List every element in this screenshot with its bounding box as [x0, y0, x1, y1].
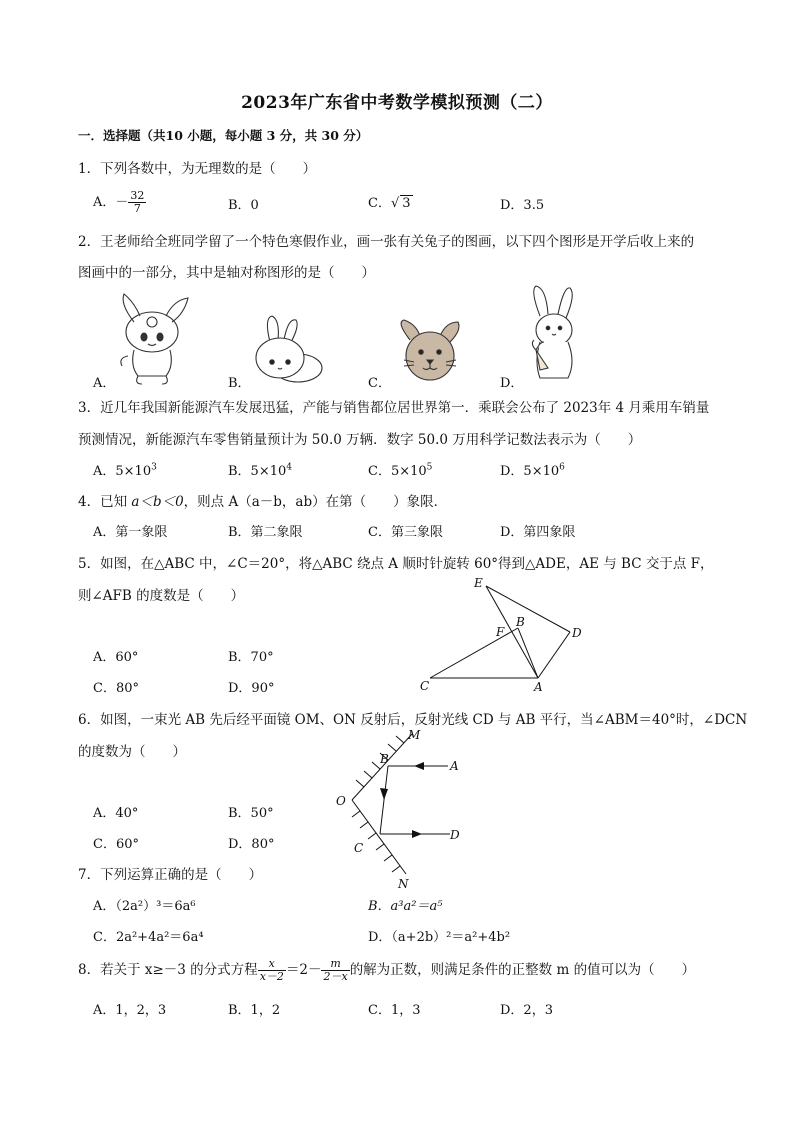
q3-stem-line1: 3．近几年我国新能源汽车发展迅猛，产能与销售都位居世界第一．乘联会公布了 2023年 4 月乘用车销量 — [78, 400, 710, 416]
q1-option-d: D．3.5 — [500, 198, 545, 213]
q4-stem — [78, 490, 447, 510]
q1-radicand: 3 — [402, 196, 411, 211]
q3-option-c-base: C．5×10 — [368, 464, 427, 479]
q5-option-c: C．80° — [93, 681, 139, 696]
q8-option-d: D．2，3 — [500, 1003, 553, 1018]
q3-option-a-base: A．5×10 — [93, 464, 152, 479]
q2-figure-c-rabbit-face — [390, 318, 470, 384]
q5-label-d: D — [572, 626, 582, 640]
q8-eq-mid: ＝2－ — [285, 962, 322, 978]
q8-f1-num: x — [268, 957, 275, 970]
q6-stem-line2: 的度数为（ ） — [78, 744, 186, 760]
q5-stem-line1: 5．如图，在△ABC 中，∠C＝20°，将△ABC 绕点 A 顺时针旋转 60°得到△ADE，AE 与 BC 交于点 F， — [78, 556, 714, 572]
q5-label-c: C — [420, 679, 430, 693]
q6-label-c: C — [354, 841, 364, 855]
q1-stem: 1．下列各数中，为无理数的是（ ） — [78, 161, 317, 177]
q7-option-a: A．（2a²）³＝6a⁶ — [93, 899, 196, 914]
q3-option-d — [500, 460, 565, 479]
q5-label-f: F — [496, 625, 505, 639]
q6-label-n: N — [398, 877, 409, 891]
q1-frac-den: 7 — [133, 202, 141, 215]
q2-option-c: C． — [368, 376, 391, 391]
q1-fraction — [128, 190, 146, 215]
q2-option-b: B． — [228, 376, 251, 391]
q3-option-b-base: B．5×10 — [228, 464, 287, 479]
q2-option-d: D． — [500, 376, 524, 391]
q3-option-c — [368, 460, 432, 479]
q8-fraction-2 — [321, 958, 349, 983]
q4-option-a: A．第一象限 — [93, 525, 168, 540]
q2-figure-d-bunny-carrot — [526, 284, 586, 384]
q8-option-a: A．1，2，3 — [93, 1003, 167, 1018]
q3-option-d-exp: 6 — [559, 462, 565, 473]
page-title: 2023年广东省中考数学模拟预测（二） — [241, 93, 553, 113]
q5-option-d: D．90° — [228, 681, 275, 696]
q1-option-c-label: C． — [368, 196, 391, 211]
q6-label-b: B — [380, 752, 389, 766]
q7-option-c: C．2a²+4a²＝6a⁴ — [93, 930, 204, 945]
q2-stem-line2: 图画中的一部分，其中是轴对称图形的是（ ） — [78, 265, 375, 281]
q6-label-d: D — [450, 828, 460, 842]
q4-option-d: D．第四象限 — [500, 525, 576, 540]
q4-stem-mid: ，则点 — [183, 494, 229, 510]
q5-stem-line2: 则∠AFB 的度数是（ ） — [78, 588, 245, 604]
q4-condition: a＜b＜0 — [131, 494, 184, 510]
q5-option-b: B．70° — [228, 650, 274, 665]
q5-label-b: B — [516, 615, 525, 629]
q6-label-o: O — [336, 794, 346, 808]
q5-triangle-figure — [410, 574, 590, 696]
q7-stem: 7．下列运算正确的是（ ） — [78, 867, 263, 883]
q3-stem-line2: 预测情况，新能源汽车零售销量预计为 50.0 万辆．数字 50.0 万用科学记数法表示为（ ） — [78, 432, 642, 448]
q2-option-a: A． — [93, 376, 116, 391]
q8-stem — [78, 958, 695, 983]
q3-option-c-exp: 5 — [426, 462, 433, 473]
q6-option-b: B．50° — [228, 806, 274, 821]
q6-option-c: C．60° — [93, 837, 139, 852]
q8-option-c: C．1，3 — [368, 1003, 421, 1018]
q1-option-c: C．√ 3 — [368, 196, 411, 211]
q1-option-a-label: A．－ — [93, 195, 129, 210]
section-heading: 一．选择题（共10 小题，每小题 3 分，共 30 分） — [78, 128, 369, 143]
q6-mirror-figure — [330, 726, 470, 892]
q7-option-b: B．a³a²＝a⁵ — [368, 899, 443, 914]
q4-stem-post: 在第（ ）象限． — [325, 494, 448, 510]
q3-option-a — [93, 460, 157, 479]
q5-option-a: A．60° — [93, 650, 139, 665]
q8-f2-num: m — [330, 957, 341, 970]
q6-label-m: M — [408, 728, 421, 742]
q2-figure-a-kuromi — [112, 292, 192, 387]
q1-option-b: B．0 — [228, 198, 259, 213]
q3-option-b-exp: 4 — [286, 462, 292, 473]
q8-stem-post: 的解为正数，则满足条件的正整数 m 的值可以为（ ） — [349, 962, 696, 978]
q5-label-a: A — [534, 680, 543, 694]
q8-option-b: B．1，2 — [228, 1003, 281, 1018]
q8-fraction-1 — [258, 958, 286, 983]
q4-option-c: C．第三象限 — [368, 525, 443, 540]
q1-frac-num: 32 — [130, 189, 145, 202]
q2-figure-b-bunny — [248, 314, 328, 386]
q6-option-a: A．40° — [93, 806, 139, 821]
q3-option-d-base: D．5×10 — [500, 464, 560, 479]
q6-label-a: A — [450, 759, 459, 773]
q1-option-a — [93, 190, 146, 215]
q3-option-b — [228, 460, 292, 479]
q6-stem-line1: 6．如图，一束光 AB 先后经平面镜 OM、ON 反射后，反射光线 CD 与 AB 平行，当∠ABM＝40°时，∠DCN — [78, 712, 748, 728]
q2-stem-line1: 2．王老师给全班同学留了一个特色寒假作业，画一张有关兔子的图画，以下四个图形是开学后收上来的 — [78, 234, 695, 250]
q6-option-d: D．80° — [228, 837, 275, 852]
q7-option-d: D．（a+2b）²＝a²+4b² — [368, 930, 511, 945]
q5-label-e: E — [474, 576, 483, 590]
q8-f2-den: 2－x — [323, 970, 348, 983]
q4-point: A（a－b，ab） — [228, 494, 326, 510]
q8-stem-pre: 8．若关于 x≥－3 的分式方程 — [78, 962, 258, 978]
q4-option-b: B．第二象限 — [228, 525, 303, 540]
q3-option-a-exp: 3 — [151, 462, 157, 473]
q4-stem-pre: 4．已知 — [78, 494, 132, 510]
q8-f1-den: x－2 — [259, 970, 284, 983]
